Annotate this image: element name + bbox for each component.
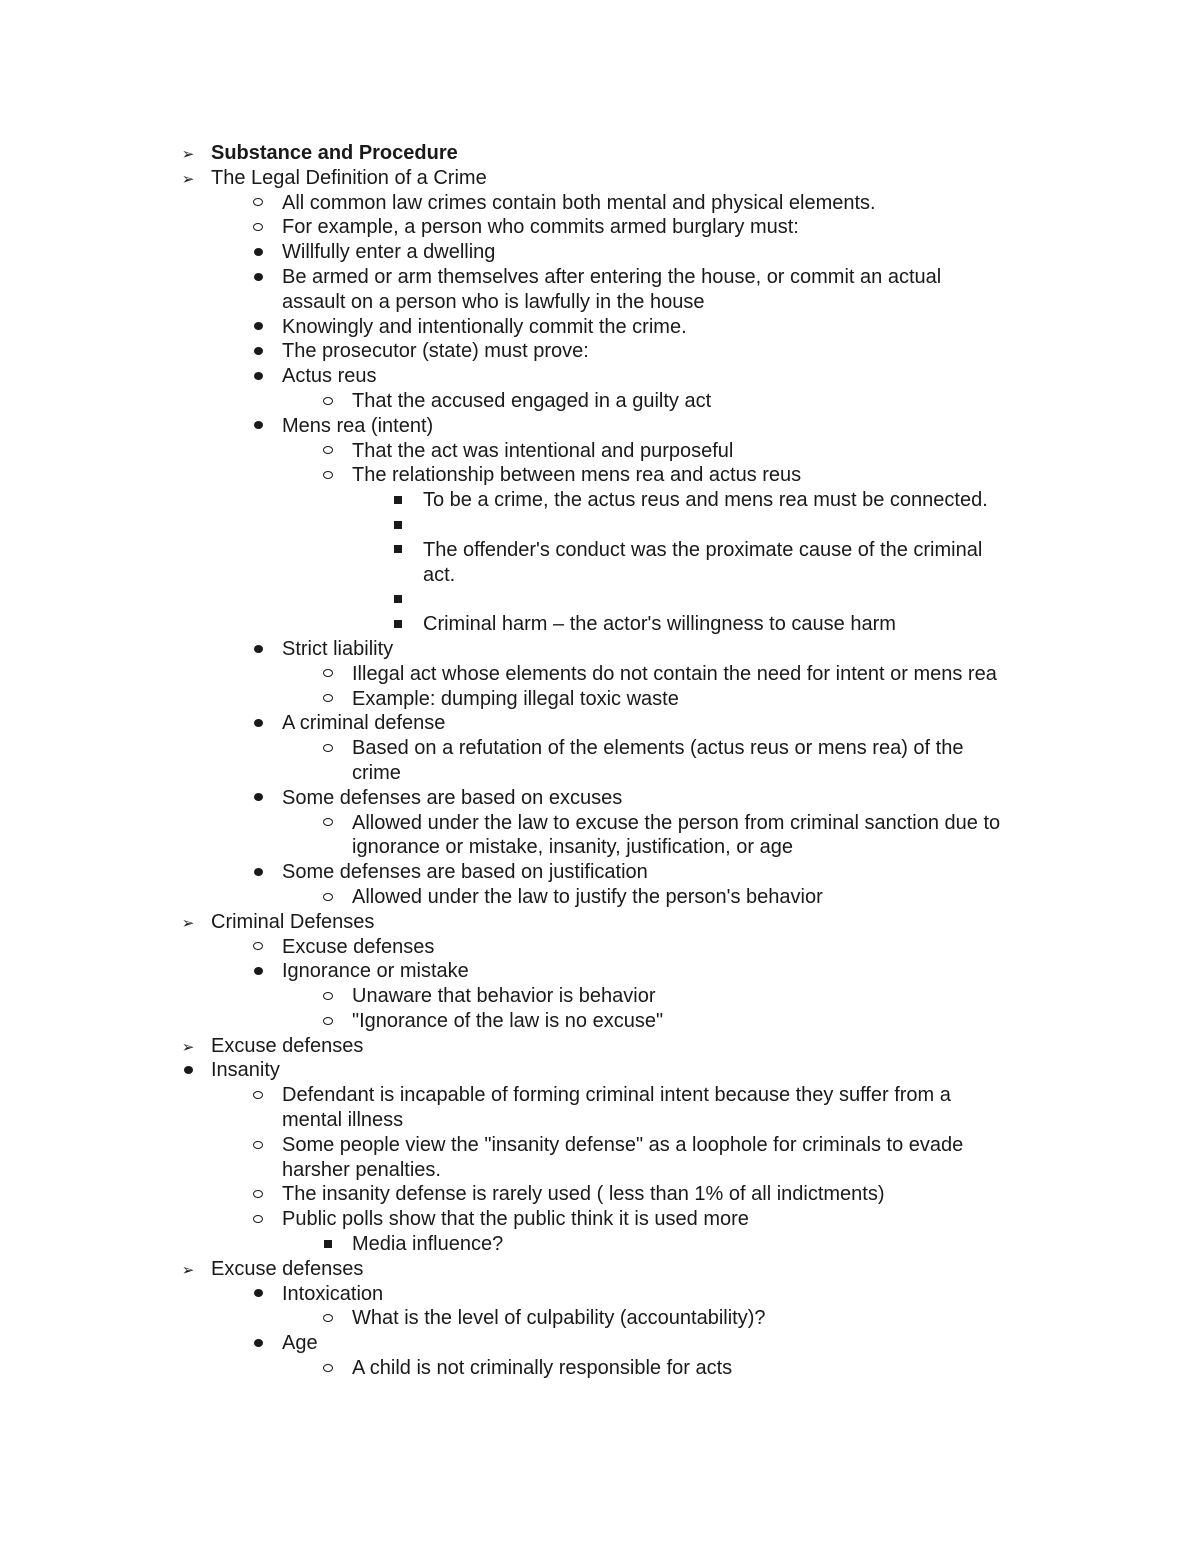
- outline-text: Allowed under the law to excuse the person from criminal sanction due to: [352, 811, 1001, 834]
- hollow-circle-bullet-icon: [248, 935, 268, 960]
- outline-text: Some defenses are based on justification: [282, 861, 648, 884]
- outline-line: [0, 1331, 1200, 1356]
- hollow-circle-bullet-icon: [318, 1009, 338, 1034]
- outline-line: [0, 935, 1200, 960]
- outline-text: Unaware that behavior is behavior: [352, 985, 656, 1008]
- filled-square-bullet-icon: [388, 488, 408, 513]
- hollow-circle-bullet-icon: [318, 389, 338, 414]
- outline-text: Allowed under the law to justify the person's behavior: [352, 885, 823, 908]
- outline-line: [0, 339, 1200, 364]
- outline-text: That the accused engaged in a guilty act: [352, 389, 712, 412]
- outline-line: [0, 290, 1200, 315]
- hollow-circle-bullet-icon: [318, 736, 338, 761]
- outline-line: [0, 711, 1200, 736]
- outline-text: Illegal act whose elements do not contain the need for intent or mens rea: [352, 662, 997, 685]
- outline-text: Intoxication: [282, 1282, 384, 1305]
- outline-line: [0, 315, 1200, 340]
- outline-line: [0, 984, 1200, 1009]
- outline-text: A child is not criminally responsible for acts: [352, 1357, 733, 1380]
- outline-text: Excuse defenses: [282, 935, 435, 958]
- filled-disc-bullet-icon: [248, 786, 268, 811]
- outline-text: Media influence?: [352, 1233, 504, 1256]
- outline-text: The prosecutor (state) must prove:: [282, 340, 589, 363]
- outline-line: [0, 1232, 1200, 1257]
- outline-line: [0, 1356, 1200, 1381]
- outline-text: Excuse defenses: [211, 1034, 364, 1057]
- outline-line: [0, 488, 1200, 513]
- document-body: [0, 141, 1200, 1381]
- outline-line: [0, 463, 1200, 488]
- outline-line: [0, 215, 1200, 240]
- outline-text: Example: dumping illegal toxic waste: [352, 687, 679, 710]
- hollow-circle-bullet-icon: [318, 984, 338, 1009]
- filled-square-bullet-icon: [388, 538, 408, 563]
- hollow-circle-bullet-icon: [248, 215, 268, 240]
- arrow-bullet-icon: [178, 166, 198, 191]
- outline-text: Substance and Procedure: [211, 142, 458, 164]
- outline-line: [0, 1034, 1200, 1059]
- outline-line: [0, 563, 1200, 588]
- outline-line: [0, 811, 1200, 836]
- outline-line: [0, 612, 1200, 637]
- hollow-circle-bullet-icon: [318, 1356, 338, 1381]
- filled-square-bullet-icon: [388, 612, 408, 637]
- outline-text: mental illness: [282, 1109, 404, 1132]
- filled-disc-bullet-icon: [178, 1058, 198, 1083]
- outline-line: [0, 1282, 1200, 1307]
- outline-line: [0, 1133, 1200, 1158]
- filled-disc-bullet-icon: [248, 1282, 268, 1307]
- outline-line: [0, 736, 1200, 761]
- outline-text: A criminal defense: [282, 712, 446, 735]
- outline-line: [0, 1207, 1200, 1232]
- hollow-circle-bullet-icon: [248, 1182, 268, 1207]
- outline-line: [0, 364, 1200, 389]
- outline-text: Be armed or arm themselves after entering the house, or commit an actual: [282, 265, 942, 288]
- outline-line: [0, 835, 1200, 860]
- filled-disc-bullet-icon: [248, 711, 268, 736]
- outline-text: Age: [282, 1332, 318, 1355]
- outline-text: All common law crimes contain both mental and physical elements.: [282, 191, 876, 214]
- outline-line: [0, 786, 1200, 811]
- arrow-bullet-icon: [178, 1257, 198, 1282]
- outline-text: Mens rea (intent): [282, 414, 434, 437]
- outline-text: crime: [352, 761, 401, 784]
- outline-text: assault on a person who is lawfully in the house: [282, 290, 705, 313]
- outline-line: [0, 662, 1200, 687]
- outline-text: Excuse defenses: [211, 1257, 364, 1280]
- arrow-bullet-icon: [178, 910, 198, 935]
- outline-line: [0, 141, 1200, 166]
- outline-text: ignorance or mistake, insanity, justification, or age: [352, 836, 793, 859]
- outline-line: [0, 860, 1200, 885]
- filled-disc-bullet-icon: [248, 1331, 268, 1356]
- hollow-circle-bullet-icon: [248, 191, 268, 216]
- filled-disc-bullet-icon: [248, 959, 268, 984]
- outline-text: Criminal Defenses: [211, 910, 375, 933]
- outline-line: [0, 1158, 1200, 1183]
- outline-line: [0, 1083, 1200, 1108]
- filled-disc-bullet-icon: [248, 315, 268, 340]
- outline-line: [0, 637, 1200, 662]
- outline-line: [0, 1009, 1200, 1034]
- outline-text: That the act was intentional and purposeful: [352, 439, 734, 462]
- outline-line: [0, 1182, 1200, 1207]
- filled-disc-bullet-icon: [248, 637, 268, 662]
- outline-text: Defendant is incapable of forming criminal intent because they suffer from a: [282, 1084, 951, 1107]
- outline-text: Insanity: [211, 1059, 280, 1082]
- hollow-circle-bullet-icon: [318, 463, 338, 488]
- outline-line: [0, 389, 1200, 414]
- outline-line: [0, 885, 1200, 910]
- outline-line: [0, 265, 1200, 290]
- filled-square-bullet-icon: [388, 587, 408, 612]
- outline-text: Public polls show that the public think it is used more: [282, 1208, 749, 1231]
- arrow-bullet-icon: [178, 141, 198, 166]
- outline-line: [0, 687, 1200, 712]
- outline-text: Strict liability: [282, 637, 394, 660]
- filled-square-bullet-icon: [318, 1232, 338, 1257]
- outline-line: [0, 1257, 1200, 1282]
- outline-text: Ignorance or mistake: [282, 960, 469, 983]
- outline-line: [0, 166, 1200, 191]
- outline-text: Willfully enter a dwelling: [282, 241, 496, 264]
- outline-text: Based on a refutation of the elements (actus reus or mens rea) of the: [352, 737, 964, 760]
- outline-line: [0, 513, 1200, 538]
- hollow-circle-bullet-icon: [318, 811, 338, 836]
- outline-line: [0, 1108, 1200, 1133]
- outline-line: [0, 910, 1200, 935]
- hollow-circle-bullet-icon: [318, 1306, 338, 1331]
- outline-text: What is the level of culpability (accountability)?: [352, 1307, 766, 1330]
- filled-square-bullet-icon: [388, 513, 408, 538]
- outline-text: For example, a person who commits armed burglary must:: [282, 216, 799, 239]
- hollow-circle-bullet-icon: [248, 1133, 268, 1158]
- arrow-bullet-icon: [178, 1034, 198, 1059]
- filled-disc-bullet-icon: [248, 339, 268, 364]
- hollow-circle-bullet-icon: [248, 1207, 268, 1232]
- outline-text: The offender's conduct was the proximate cause of the criminal: [423, 538, 983, 561]
- hollow-circle-bullet-icon: [318, 439, 338, 464]
- hollow-circle-bullet-icon: [318, 687, 338, 712]
- outline-text: Some people view the "insanity defense" as a loophole for criminals to evade: [282, 1133, 964, 1156]
- hollow-circle-bullet-icon: [318, 662, 338, 687]
- outline-text: Some defenses are based on excuses: [282, 786, 623, 809]
- outline-text: act.: [423, 563, 456, 586]
- outline-line: [0, 1058, 1200, 1083]
- outline-line: [0, 414, 1200, 439]
- outline-text: The relationship between mens rea and actus reus: [352, 464, 802, 487]
- filled-disc-bullet-icon: [248, 860, 268, 885]
- outline-line: [0, 761, 1200, 786]
- outline-text: The Legal Definition of a Crime: [211, 166, 487, 189]
- outline-text: Actus reus: [282, 365, 377, 388]
- hollow-circle-bullet-icon: [248, 1083, 268, 1108]
- filled-disc-bullet-icon: [248, 364, 268, 389]
- filled-disc-bullet-icon: [248, 414, 268, 439]
- outline-text: "Ignorance of the law is no excuse": [352, 1009, 664, 1032]
- outline-line: [0, 191, 1200, 216]
- outline-line: [0, 538, 1200, 563]
- outline-text: Knowingly and intentionally commit the crime.: [282, 315, 687, 338]
- outline-line: [0, 959, 1200, 984]
- outline-text: harsher penalties.: [282, 1158, 441, 1181]
- outline-line: [0, 587, 1200, 612]
- outline-line: [0, 439, 1200, 464]
- filled-disc-bullet-icon: [248, 240, 268, 265]
- outline-line: [0, 1306, 1200, 1331]
- outline-text: Criminal harm – the actor's willingness to cause harm: [423, 613, 896, 636]
- filled-disc-bullet-icon: [248, 265, 268, 290]
- outline-line: [0, 240, 1200, 265]
- outline-text: To be a crime, the actus reus and mens rea must be connected.: [423, 489, 988, 512]
- hollow-circle-bullet-icon: [318, 885, 338, 910]
- outline-text: The insanity defense is rarely used ( less than 1% of all indictments): [282, 1183, 885, 1206]
